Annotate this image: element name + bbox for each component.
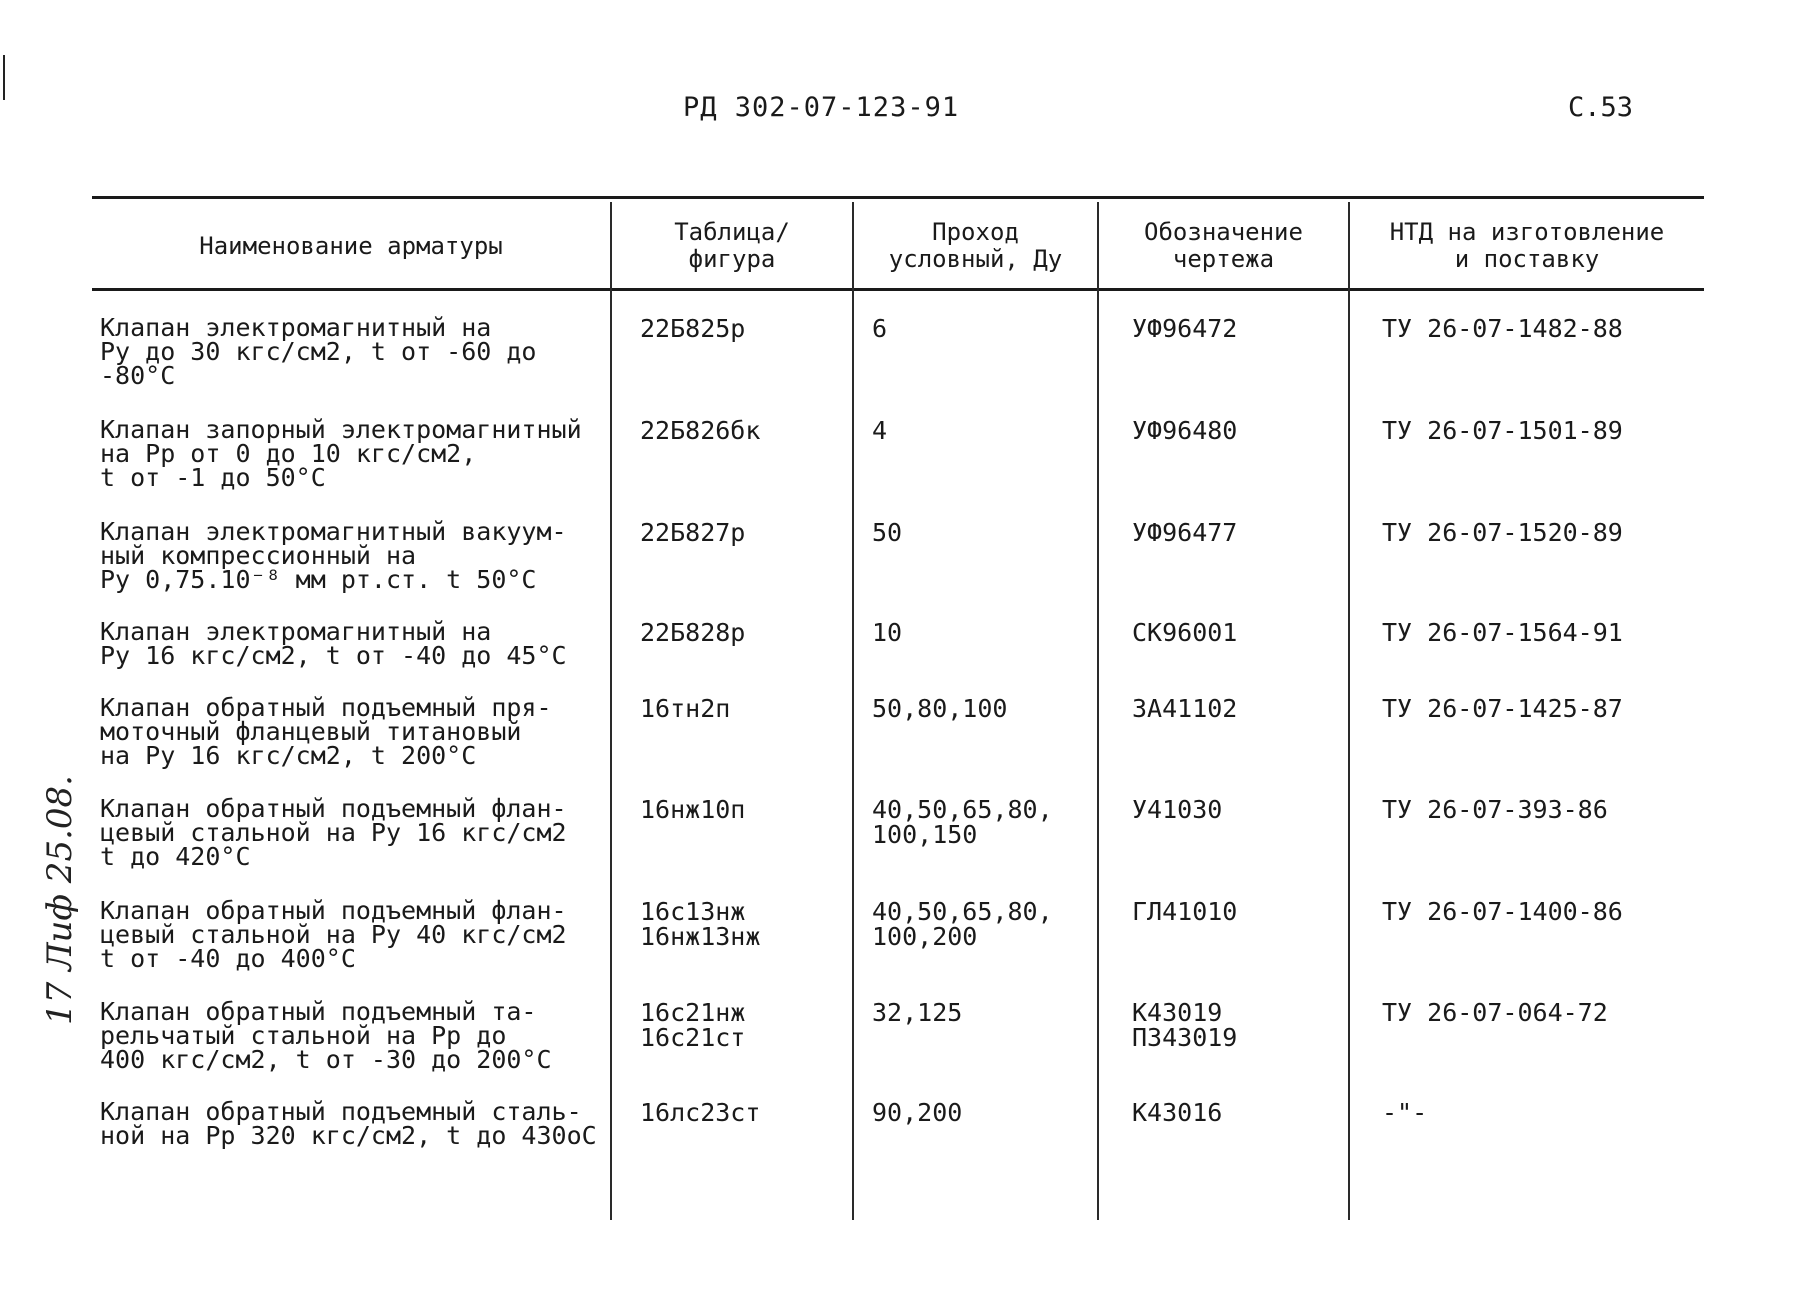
cell-drawing: УФ96477 (1132, 518, 1238, 547)
cell-drawing: СК96001 (1132, 618, 1238, 647)
table-top-rule (92, 196, 1704, 199)
handwritten-margin-note: 17 Лиф 25.08. (40, 775, 80, 1025)
cell-nominal-bore: 40,50,65,80, 100,200 (872, 897, 1053, 951)
column-header-ntd: НТД на изготовление и поставку (1389, 218, 1665, 273)
valve-table (92, 196, 1704, 1220)
cell-drawing: УФ96472 (1132, 314, 1238, 343)
column-header-drawing: Обозначение чертежа (1144, 218, 1303, 273)
cell-ntd: -"- (1382, 1098, 1428, 1127)
cell-name: Клапан обратный подъемный флан- цевый стальной на Ру 16 кгс/см2 t до 420°C (100, 794, 567, 871)
cell-figure: 16с13нж 16нж13нж (640, 897, 761, 951)
cell-name: Клапан обратный подъемный пря- моточный фланцевый титановый на Ру 16 кгс/см2, t 200°C (100, 693, 552, 770)
cell-ntd: ТУ 26-07-1564-91 (1382, 618, 1623, 647)
table-header-rule (92, 288, 1704, 291)
cell-figure: 16тн2п (640, 694, 731, 723)
cell-figure: 22Б828р (640, 618, 746, 647)
cell-nominal-bore: 6 (872, 314, 888, 343)
cell-drawing: К43016 (1132, 1098, 1223, 1127)
page-number: С.53 (1568, 92, 1634, 123)
cell-nominal-bore: 4 (872, 416, 888, 445)
cell-ntd: ТУ 26-07-1482-88 (1382, 314, 1623, 343)
column-divider (610, 202, 612, 1220)
cell-drawing: К43019 П343019 (1132, 998, 1238, 1052)
cell-ntd: ТУ 26-07-064-72 (1382, 998, 1608, 1027)
cell-ntd: ТУ 26-07-1425-87 (1382, 694, 1623, 723)
cell-nominal-bore: 40,50,65,80, 100,150 (872, 795, 1053, 849)
cell-figure: 16лс23ст (640, 1098, 761, 1127)
cell-nominal-bore: 50 (872, 518, 903, 547)
cell-nominal-bore: 50,80,100 (872, 694, 1008, 723)
cell-ntd: ТУ 26-07-1501-89 (1382, 416, 1623, 445)
cell-figure: 16нж10п (640, 795, 746, 824)
cell-name: Клапан электромагнитный на Ру 16 кгс/см2, t от -40 до 45°C (100, 617, 567, 670)
cell-nominal-bore: 32,125 (872, 998, 963, 1027)
cell-nominal-bore: 90,200 (872, 1098, 963, 1127)
cell-name: Клапан электромагнитный вакуум- ный компрессионный на Ру 0,75.10⁻⁸ мм рт.ст. t 50°C (100, 517, 567, 594)
cell-ntd: ТУ 26-07-393-86 (1382, 795, 1608, 824)
page-header (0, 92, 1794, 132)
cell-name: Клапан обратный подъемный флан- цевый стальной на Ру 40 кгс/см2 t от -40 до 400°C (100, 896, 567, 973)
cell-figure: 22Б825р (640, 314, 746, 343)
cell-figure: 22Б827р (640, 518, 746, 547)
cell-drawing: 3А41102 (1132, 694, 1238, 723)
column-header-name: Наименование арматуры (199, 231, 503, 260)
cell-figure: 22Б826бк (640, 416, 761, 445)
cell-name: Клапан электромагнитный на Ру до 30 кгс/см2, t от -60 до -80°C (100, 313, 537, 390)
cell-name: Клапан обратный подъемный сталь- ной на Рр 320 кгс/см2, t до 430oC (100, 1097, 597, 1150)
cell-drawing: ГЛ41010 (1132, 897, 1238, 926)
cell-drawing: УФ96480 (1132, 416, 1238, 445)
cell-ntd: ТУ 26-07-1400-86 (1382, 897, 1623, 926)
cell-name: Клапан обратный подъемный та- рельчатый стальной на Рр до 400 кгс/см2, t от -30 до 200°C (100, 997, 552, 1074)
column-header-nominal-bore: Проход условный, Ду (888, 218, 1063, 273)
document-code: РД 302-07-123-91 (683, 92, 960, 123)
cell-ntd: ТУ 26-07-1520-89 (1382, 518, 1623, 547)
cell-nominal-bore: 10 (872, 618, 903, 647)
cell-drawing: У41030 (1132, 795, 1223, 824)
column-header-figure: Таблица/ фигура (674, 218, 790, 273)
cell-name: Клапан запорный электромагнитный на Рр от 0 до 10 кгс/см2, t от -1 до 50°C (100, 415, 582, 492)
cell-figure: 16с21нж 16с21ст (640, 998, 746, 1052)
